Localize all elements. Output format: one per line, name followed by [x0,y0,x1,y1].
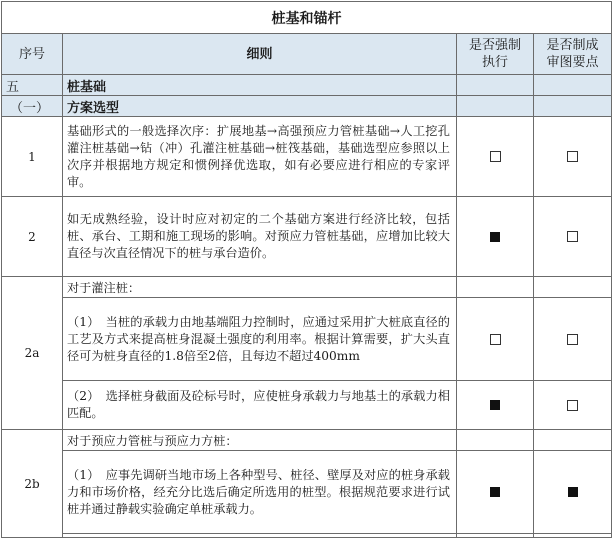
table-row [2,117,612,197]
unchecked-box-icon [567,400,578,411]
partial-cell [63,534,457,538]
row-detail: 如无成熟经验，设计时应对初定的二个基础方案进行经济比较，包括桩、承台、工期和施工现场的影响。对预应力管桩基础，应增加比较大直径与次直径情况下的桩与承台造价。 [63,197,457,277]
header-mandatory-line1: 是否强制 [468,38,521,53]
row-mandatory [457,117,534,197]
subsection-review-empty [534,96,612,117]
checked-box-icon [490,400,500,410]
section-review-empty [534,75,612,96]
header-review-line2: 审图要点 [546,55,599,70]
row-review [534,381,612,430]
section-mandatory-empty [457,75,534,96]
unchecked-box-icon [567,334,578,345]
row-review [534,298,612,381]
row-number: 2 [2,197,63,277]
row-review [534,117,612,197]
subsection-number: （一） [2,96,63,117]
table-row [2,277,612,298]
checked-box-icon [490,487,500,497]
row-mandatory [457,451,534,534]
partial-cell [534,534,612,538]
intro-review-empty [534,430,612,451]
row-review [534,197,612,277]
unchecked-box-icon [490,151,501,162]
table-row [2,430,612,451]
row-detail: （1） 应事先调研当地市场上各种型号、桩径、壁厚及对应的桩身承载力和市场价格，经充分比选后确定所选用的桩型。根据规范要求进行试桩并通过静载实验确定单桩承载力。 [63,451,457,534]
header-mandatory [457,34,534,75]
row-mandatory [457,381,534,430]
row-mandatory [457,197,534,277]
header-mandatory-line2: 执行 [481,55,508,70]
header-detail: 细则 [63,34,457,75]
group-intro: 对于预应力管桩与预应力方桩： [63,430,457,451]
table-row-partial [2,534,612,538]
row-mandatory [457,298,534,381]
checked-box-icon [490,232,500,242]
table-row [2,381,612,430]
unchecked-box-icon [567,151,578,162]
table-row [2,298,612,381]
intro-review-empty [534,277,612,298]
row-number: 1 [2,117,63,197]
subsection-label: 方案选型 [63,96,457,117]
row-number: 2b [2,430,63,538]
row-detail: （1） 当桩的承载力由地基端阻力控制时，应通过采用扩大桩底直径的工艺及方式来提高桩身混凝土强度的利用率。根据计算需要，扩大头直径可为桩身直径的1.8倍至2倍，且每边不超过400mm [63,298,457,381]
header-review [534,34,612,75]
unchecked-box-icon [490,334,501,345]
unchecked-box-icon [567,231,578,242]
section-label: 桩基础 [63,75,457,96]
section-number: 五 [2,75,63,96]
subsection-mandatory-empty [457,96,534,117]
row-number: 2a [2,277,63,430]
rules-table [1,1,612,538]
row-detail: （2） 选择桩身截面及砼标号时，应使桩身承载力与地基土的承载力相匹配。 [63,381,457,430]
intro-mandatory-empty [457,277,534,298]
checked-box-icon [568,487,578,497]
header-review-line1: 是否制成 [546,38,599,53]
table-title: 桩基和锚杆 [2,2,612,34]
partial-cell [457,534,534,538]
row-review [534,451,612,534]
table-row [2,451,612,534]
intro-mandatory-empty [457,430,534,451]
header-no: 序号 [2,34,63,75]
table-row [2,197,612,277]
row-detail: 基础形式的一般选择次序：扩展地基→高强预应力管桩基础→人工挖孔灌注桩基础→钻（冲）孔灌注桩基础→桩筏基础，基础选型应参照以上次序并根据地方规定和惯例择优选取，如有必要应进行相应的专家评审。 [63,117,457,197]
group-intro: 对于灌注桩： [63,277,457,298]
